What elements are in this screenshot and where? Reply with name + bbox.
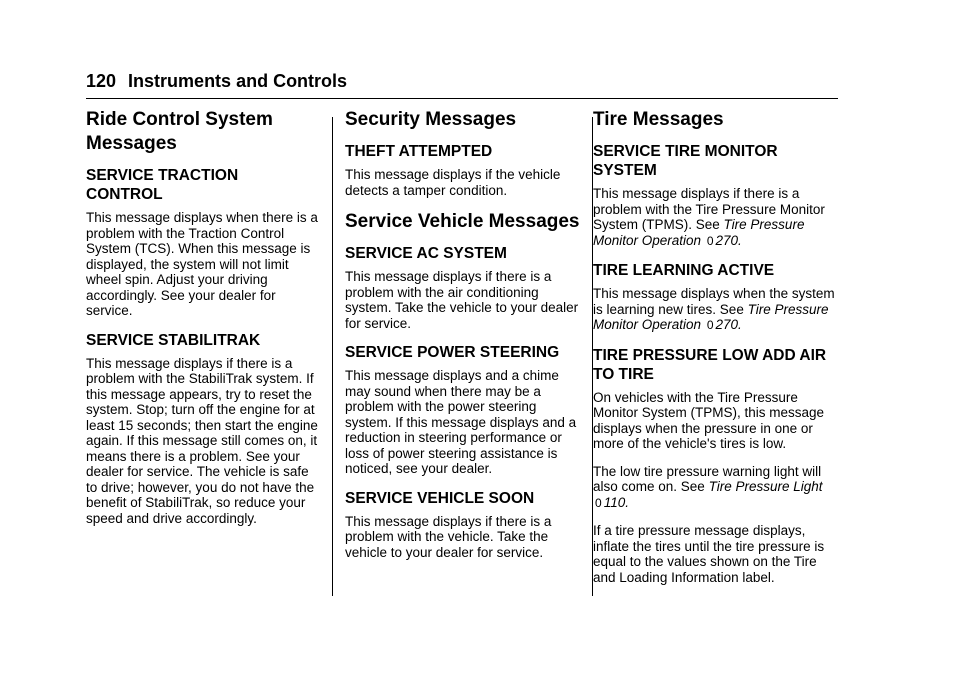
message-title-theft: THEFT ATTEMPTED	[345, 143, 493, 160]
message-title-service-traction: SERVICE TRACTION CONTROL	[86, 167, 239, 203]
section-title-service-vehicle: Service Vehicle Messages	[345, 211, 580, 232]
learning-text: This message displays when the system is learning new tires. See	[593, 286, 835, 317]
page-ref-arrow-icon: 0	[595, 495, 602, 510]
column-divider	[332, 117, 333, 596]
message-body-tire-learning	[593, 286, 838, 334]
tpms-page-ref[interactable]: 270.	[715, 232, 742, 248]
message-title-tire-pressure-low: TIRE PRESSURE LOW ADD AIR TO TIRE	[593, 346, 827, 383]
low-light-text: The low tire pressure warning light will also come on. See	[593, 463, 822, 494]
column-security-service	[345, 108, 581, 572]
message-body-theft: This message displays if the vehicle detects a tamper condition.	[345, 167, 561, 198]
message-title-service-ac: SERVICE AC SYSTEM	[345, 245, 507, 262]
message-body-service-traction: This message displays when there is a problem with the Traction Control System (TCS). When this message is displayed, the system will not limit wheel spin. Adjust your driving accordingly. See your dealer for service.	[86, 210, 318, 318]
tire-pressure-light-page-ref[interactable]: 110.	[603, 494, 629, 510]
message-body-service-ac: This message displays if there is a problem with the air conditioning system. Take the vehicle to your dealer for service.	[345, 269, 579, 331]
message-body-power-steering: This message displays and a chime may sound when there may be a problem with the power steering system. If this message displays and a reduction in steering performance or loss of power steering assistance is noticed, see your dealer.	[345, 368, 577, 476]
message-title-power-steering: SERVICE POWER STEERING	[345, 344, 560, 361]
message-body-tire-pressure-low-1: On vehicles with the Tire Pressure Monitor System (TPMS), this message displays when the pressure in one or more of the vehicle's tires is low.	[593, 389, 825, 451]
tpms-text: This message displays if there is a problem with the Tire Pressure Monitor System (TPMS). See	[593, 186, 825, 232]
header-rule	[86, 98, 838, 99]
section-title-tire: Tire Messages	[593, 109, 724, 130]
learning-page-ref[interactable]: 270.	[715, 317, 742, 332]
column-tire-messages	[593, 108, 838, 597]
tire-pressure-light-link[interactable]: Tire Pressure Light	[708, 479, 823, 494]
section-title-security: Security Messages	[345, 109, 517, 130]
page-ref-arrow-icon: 0	[706, 233, 714, 248]
message-body-tire-pressure-low-3: If a tire pressure message displays, inflate the tires until the tire pressure is equal to the values shown on the Tire and Loading Information label.	[593, 523, 825, 585]
column-ride-control	[86, 108, 318, 538]
message-title-tire-learning: TIRE LEARNING ACTIVE	[593, 262, 775, 279]
page-number: 120	[86, 71, 117, 91]
message-body-service-soon: This message displays if there is a problem with the vehicle. Take the vehicle to your dealer for service.	[345, 513, 552, 560]
message-body-tpms	[593, 186, 838, 249]
page-header	[86, 70, 838, 92]
tpms-reference-link[interactable]: Tire Pressure Monitor Operation	[593, 217, 805, 248]
chapter-title: Instruments and Controls	[128, 71, 348, 91]
learning-reference-link[interactable]: Tire Pressure Monitor Operation	[593, 301, 829, 332]
section-title-ride-control: Ride Control System Messages	[86, 109, 273, 154]
message-title-service-soon: SERVICE VEHICLE SOON	[345, 489, 535, 507]
message-body-tire-pressure-low-2	[593, 464, 838, 512]
message-title-service-stabilitrak: SERVICE STABILITRAK	[86, 331, 261, 349]
message-body-service-stabilitrak: This message displays if there is a problem with the StabiliTrak system. If this message appears, try to reset the system. Stop; turn off the engine for at least 15 seconds; then start the engine again. If this message still comes on, it means there is a problem. See your dealer for service. The vehicle is safe to drive; however, you do not have the benefit of StabiliTrak, so reduce your speed and drive accordingly.	[86, 355, 318, 526]
message-title-tpms: SERVICE TIRE MONITOR SYSTEM	[593, 143, 778, 179]
page-ref-arrow-icon: 0	[706, 318, 714, 332]
